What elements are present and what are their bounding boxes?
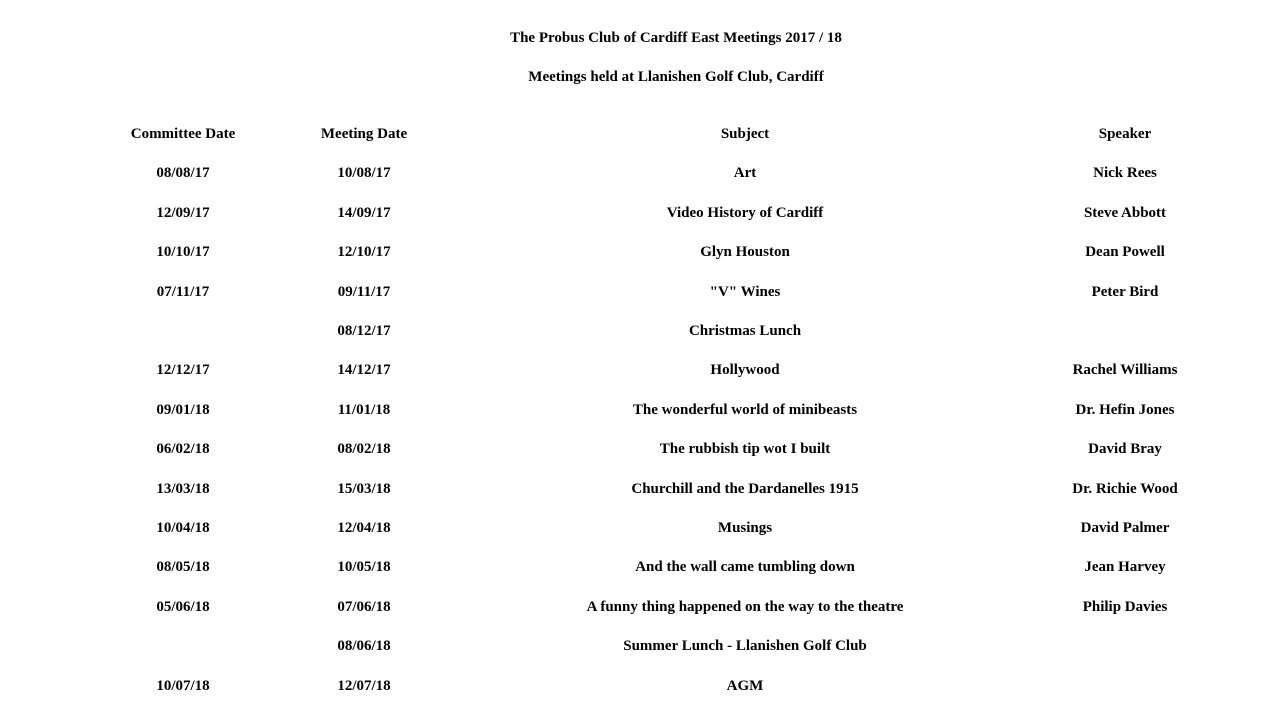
subject-cell: Christmas Lunch (688, 323, 802, 339)
header-meeting-date: Meeting Date (320, 126, 408, 142)
speaker-cell: David Palmer (1080, 520, 1170, 536)
subject-cell: Musings (717, 520, 773, 536)
table-row (0, 479, 1280, 499)
speaker-cell: Peter Bird (1091, 284, 1159, 300)
subject-cell: The wonderful world of minibeasts (632, 402, 858, 418)
speaker-cell: Steve Abbott (1083, 205, 1167, 221)
table-row (0, 203, 1280, 223)
header-speaker: Speaker (1098, 126, 1152, 142)
committee-date-cell: 12/12/17 (156, 362, 210, 378)
subject-cell: Hollywood (710, 362, 780, 378)
committee-date-cell: 05/06/18 (156, 599, 210, 615)
committee-date-cell: 12/09/17 (156, 205, 210, 221)
meeting-date-cell: 14/09/17 (337, 205, 391, 221)
committee-date-cell: 08/05/18 (156, 559, 210, 575)
table-row (0, 557, 1280, 577)
meeting-date-cell: 15/03/18 (337, 481, 391, 497)
subject-cell: Summer Lunch - Llanishen Golf Club (623, 638, 867, 654)
meeting-date-cell: 10/08/17 (337, 165, 391, 181)
table-row (0, 163, 1280, 183)
speaker-cell: Dean Powell (1085, 244, 1165, 260)
subject-cell: AGM (726, 678, 764, 694)
table-row (0, 636, 1280, 656)
meeting-date-cell: 12/07/18 (337, 678, 391, 694)
table-row (0, 676, 1280, 696)
speaker-cell: Rachel Williams (1072, 362, 1178, 378)
document-title: The Probus Club of Cardiff East Meetings 2017 / 18 (510, 30, 842, 46)
committee-date-cell: 06/02/18 (156, 441, 210, 457)
committee-date-cell: 08/08/17 (156, 165, 210, 181)
committee-date-cell: 13/03/18 (156, 481, 210, 497)
speaker-cell: Nick Rees (1093, 165, 1157, 181)
table-row (0, 242, 1280, 262)
meeting-date-cell: 14/12/17 (337, 362, 391, 378)
subject-cell: Glyn Houston (700, 244, 790, 260)
subject-cell: "V" Wines (709, 284, 781, 300)
speaker-cell: Dr. Hefin Jones (1075, 402, 1175, 418)
table-header-row (0, 124, 1280, 144)
table-row (0, 597, 1280, 617)
subject-cell: Video History of Cardiff (666, 205, 824, 221)
subject-cell: Art (733, 165, 757, 181)
subject-cell: The rubbish tip wot I built (659, 441, 831, 457)
committee-date-cell: 09/01/18 (156, 402, 210, 418)
meeting-date-cell: 08/06/18 (337, 638, 391, 654)
committee-date-cell: 07/11/17 (156, 284, 210, 300)
header-subject: Subject (720, 126, 770, 142)
table-row (0, 321, 1280, 341)
meeting-date-cell: 07/06/18 (337, 599, 391, 615)
committee-date-cell: 10/04/18 (156, 520, 210, 536)
table-row (0, 439, 1280, 459)
meeting-date-cell: 10/05/18 (337, 559, 391, 575)
table-row (0, 360, 1280, 380)
speaker-cell: Philip Davies (1082, 599, 1168, 615)
meeting-date-cell: 08/02/18 (337, 441, 391, 457)
committee-date-cell: 10/07/18 (156, 678, 210, 694)
header-committee-date: Committee Date (130, 126, 236, 142)
meeting-date-cell: 12/04/18 (337, 520, 391, 536)
speaker-cell: Dr. Richie Wood (1072, 481, 1178, 497)
speaker-cell: David Bray (1088, 441, 1162, 457)
subject-cell: Churchill and the Dardanelles 1915 (631, 481, 859, 497)
subject-cell: A funny thing happened on the way to the theatre (586, 599, 904, 615)
document-subtitle: Meetings held at Llanishen Golf Club, Cardiff (528, 69, 824, 85)
meeting-date-cell: 12/10/17 (337, 244, 391, 260)
table-row (0, 282, 1280, 302)
meeting-date-cell: 11/01/18 (337, 402, 391, 418)
table-row (0, 518, 1280, 538)
speaker-cell: Jean Harvey (1084, 559, 1166, 575)
table-row (0, 400, 1280, 420)
subject-cell: And the wall came tumbling down (635, 559, 855, 575)
meeting-date-cell: 08/12/17 (337, 323, 391, 339)
committee-date-cell: 10/10/17 (156, 244, 210, 260)
meeting-date-cell: 09/11/17 (337, 284, 391, 300)
